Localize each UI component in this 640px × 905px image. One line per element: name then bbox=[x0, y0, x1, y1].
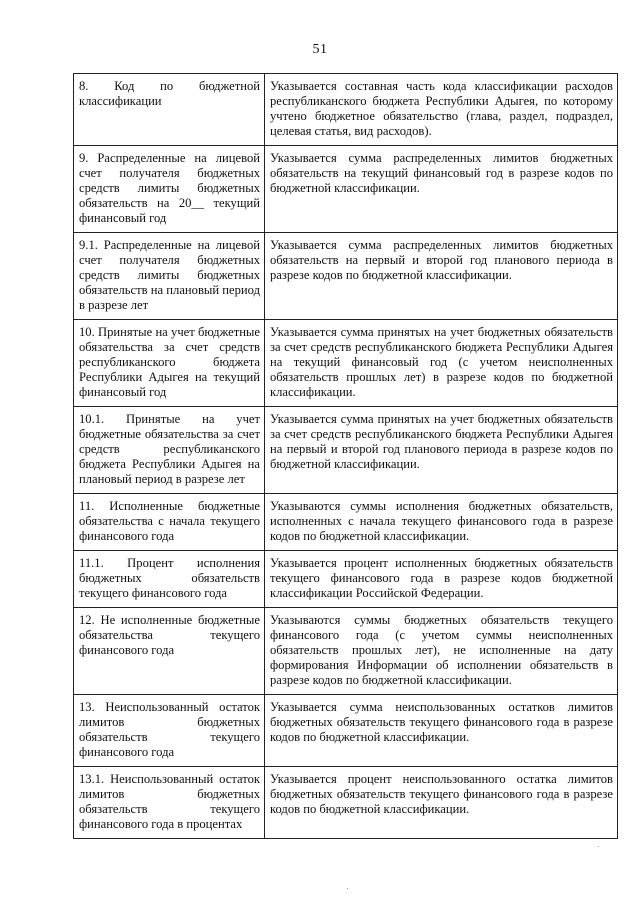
table-row bbox=[74, 320, 618, 407]
row-description-cell: Указываются суммы бюджетных обязательств текущего финансового года (с учетом суммы неисполненных обязательств прошлых лет), не исполненные на дату формирования Информации об исполнении обязательств в разрезе кодов по бюджетной классификации. bbox=[265, 608, 618, 695]
row-description-cell: Указывается сумма принятых на учет бюджетных обязательств за счет средств республиканского бюджета Республики Адыгея на первый и второй год планового периода в разрезе кодов по бюджетной классификации. bbox=[265, 407, 618, 494]
row-name-cell: 9.1. Распределенные на лицевой счет получателя бюджетных средств лимиты бюджетных обязательств на плановый период в разрезе лет bbox=[74, 233, 265, 320]
table-row bbox=[74, 695, 618, 767]
row-description-cell: Указывается составная часть кода классификации расходов республиканского бюджета Республики Адыгея, по которому учтено бюджетное обязательство (глава, раздел, подраздел, целевая статья, вид расходов). bbox=[265, 74, 618, 146]
row-name-cell: 10.1. Принятые на учет бюджетные обязательства за счет средств республиканского бюджета Республики Адыгея на плановый период в разрезе лет bbox=[74, 407, 265, 494]
row-description-cell: Указывается сумма неиспользованных остатков лимитов бюджетных обязательств текущего финансового года в разрезе кодов по бюджетной классификации. bbox=[265, 695, 618, 767]
row-description-cell: Указывается процент исполненных бюджетных обязательств текущего финансового года в разрезе кодов бюджетной классификации Российской Федерации. bbox=[265, 551, 618, 608]
table-row bbox=[74, 551, 618, 608]
row-name-cell: 11.1. Процент исполнения бюджетных обязательств текущего финансового года bbox=[74, 551, 265, 608]
row-name-cell: 9. Распределенные на лицевой счет получателя бюджетных средств лимиты бюджетных обязательств на 20__ текущий финансовый год bbox=[74, 146, 265, 233]
row-description-cell: Указывается сумма распределенных лимитов бюджетных обязательств на текущий финансовый год в разрезе кодов по бюджетной классификации. bbox=[265, 146, 618, 233]
page-number: 51 bbox=[312, 42, 328, 57]
row-name-cell: 11. Исполненные бюджетные обязательства с начала текущего финансового года bbox=[74, 494, 265, 551]
scan-speck bbox=[598, 846, 599, 847]
table-row bbox=[74, 146, 618, 233]
row-name-cell: 12. Не исполненные бюджетные обязательства текущего финансового года bbox=[74, 608, 265, 695]
table-row bbox=[74, 407, 618, 494]
row-description-cell: Указывается сумма принятых на учет бюджетных обязательств за счет средств республиканского бюджета Республики Адыгея на текущий финансовый год (с учетом неисполненных обязательств прошлых лет) в разрезе кодов по бюджетной классификации. bbox=[265, 320, 618, 407]
table-row bbox=[74, 74, 618, 146]
table-row bbox=[74, 494, 618, 551]
row-name-cell: 13.1. Неиспользованный остаток лимитов бюджетных обязательств текущего финансового года в процентах bbox=[74, 767, 265, 839]
row-name-cell: 8. Код по бюджетной классификации bbox=[74, 74, 265, 146]
row-name-cell: 10. Принятые на учет бюджетные обязательства за счет средств республиканского бюджета Республики Адыгея на текущий финансовый год bbox=[74, 320, 265, 407]
row-name-cell: 13. Неиспользованный остаток лимитов бюджетных обязательств текущего финансового года bbox=[74, 695, 265, 767]
table-row bbox=[74, 608, 618, 695]
row-description-cell: Указываются суммы исполнения бюджетных обязательств, исполненных с начала текущего финансового года в разрезе кодов по бюджетной классификации. bbox=[265, 494, 618, 551]
table-row bbox=[74, 233, 618, 320]
row-description-cell: Указывается процент неиспользованного остатка лимитов бюджетных обязательств текущего финансового года в разрезе кодов по бюджетной классификации. bbox=[265, 767, 618, 839]
scan-speck bbox=[347, 888, 348, 889]
classification-table bbox=[73, 73, 618, 839]
table-row bbox=[74, 767, 618, 839]
row-description-cell: Указывается сумма распределенных лимитов бюджетных обязательств на первый и второй год планового периода в разрезе кодов по бюджетной классификации. bbox=[265, 233, 618, 320]
